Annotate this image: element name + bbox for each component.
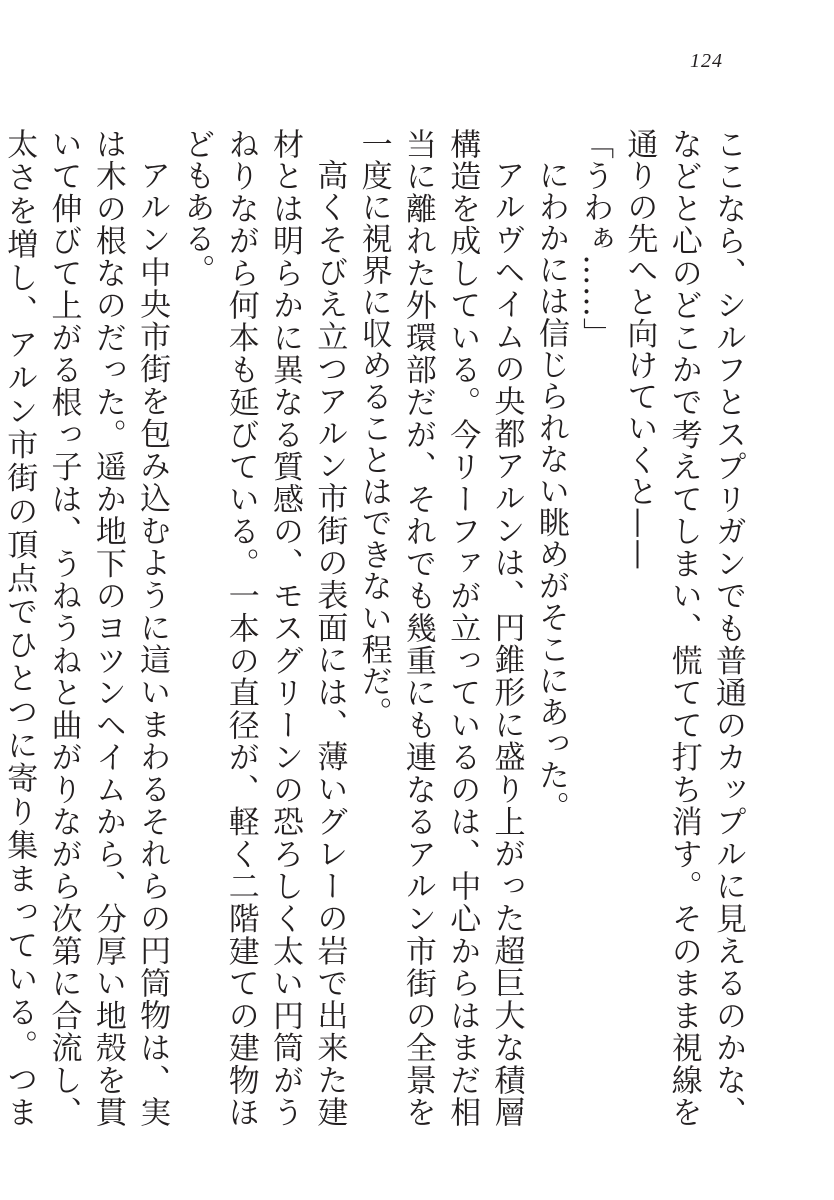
paragraph-3: にわかには信じられない眺めがそこにあった。 <box>532 159 569 823</box>
paragraph-5: 高くそびえ立つアルン市街の表面には、薄いグレーの岩で出来た建材とは明らかに異なる質感の、モスグリーンの恐ろしく太い円筒がうねりながら何本も延びている。一本の直径が、軽く二階建ての建物ほどもある。 <box>178 128 348 1128</box>
paragraph-1: ここなら、シルフとスプリガンでも普通のカップルに見えるのかな、などと心のどこかで考えてしまい、慌てて打ち消す。そのまま視線を通りの先へと向けていくと—— <box>621 128 746 1128</box>
paragraph-2: 「うわぁ……」 <box>577 128 614 350</box>
paragraph-6: アルン中央市街を包み込むように這いまわるそれらの円筒物は、実は木の根なのだった。遥か地下のヨツンヘイムから、分厚い地殻を貫いて伸びて上がる根っ子は、うねうねと曲がりながら次第に合流し、太さを増し、アルン市街の頂点でひとつに寄り集まっている。つま <box>1 128 171 1128</box>
novel-text-body <box>1 128 750 1128</box>
page-number: 124 <box>690 50 723 72</box>
paragraph-4: アルヴヘイムの央都アルンは、円錐形に盛り上がった超巨大な積層構造を成している。今リーファが立っているのは、中心からはまだ相当に離れた外環部だが、それでも幾重にも連なるアルン市街の全景を一度に視界に収めることはできない程だ。 <box>355 128 525 1128</box>
